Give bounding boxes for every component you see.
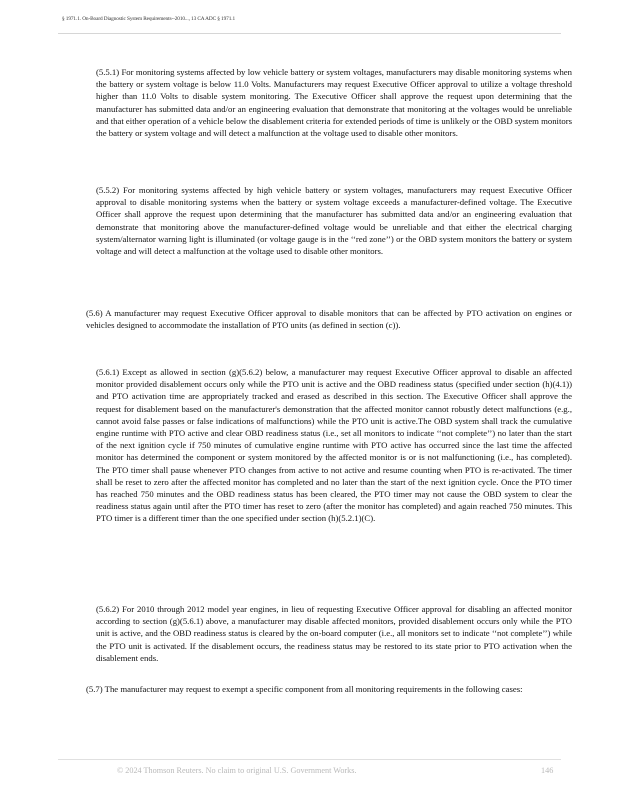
header-divider: [58, 33, 561, 34]
page-number: 146: [541, 766, 554, 775]
paragraph-5-5-2: (5.5.2) For monitoring systems affected by high vehicle battery or system voltages, manufacturers may request Executive Officer approval to disable monitoring systems when the battery or system voltage exceeds a manufacturer-defined voltage. The Executive Officer shall approve the request upon determining that the manufacturer has submitted data and/or an engineering evaluation that demonstrate that monitoring above the manufacturer-defined voltage would be unreliable and that either the electrical charging system/alternator warning light is illuminated (or voltage gauge is in the ‘‘red zone’’) or the OBD system monitors the battery or system voltage and will detect a malfunction at the voltage used to disable other monitors.: [96, 185, 572, 257]
footer-divider: [58, 759, 561, 760]
running-head: § 1971.1. On-Board Diagnostic System Requirements--2010..., 13 CA ADC § 1971.1: [62, 16, 236, 22]
paragraph-5-5-1: (5.5.1) For monitoring systems affected by low vehicle battery or system voltages, manufacturers may disable monitoring systems when the battery or system voltage is below 11.0 Volts. Manufacturers may request Executive Officer approval to utilize a voltage threshold higher than 11.0 Volts to disable system monitoring. The Executive Officer shall approve the request upon determining that the manufacturer has submitted data and/or an engineering evaluation that demonstrate that monitoring at the voltages would be unreliable and that either operation of a vehicle below the disablement criteria for extended periods of time is unlikely or the OBD system monitors the battery or system voltage and will detect a malfunction at the voltage used to disable other monitors.: [96, 67, 572, 139]
footer-copyright: © 2024 Thomson Reuters. No claim to original U.S. Government Works.: [117, 766, 357, 775]
paragraph-5-7: (5.7) The manufacturer may request to exempt a specific component from all monitoring requirements in the following cases:: [86, 684, 523, 694]
paragraph-5-6: (5.6) A manufacturer may request Executive Officer approval to disable monitors that can be affected by PTO activation on engines or vehicles designed to accommodate the installation of PTO units (as defined in section (c)).: [86, 308, 572, 331]
paragraph-5-6-2: (5.6.2) For 2010 through 2012 model year engines, in lieu of requesting Executive Officer approval for disabling an affected monitor according to section (g)(5.6.1) above, a manufacturer may disable affected monitors, provided disablement occurs only while the PTO unit is active, and the OBD readiness status is cleared by the on-board computer (i.e., all monitors set to indicate ‘‘not complete’’) while the PTO unit is activated. If the disablement occurs, the readiness status may be restored to its state prior to PTO activation when the disablement ends.: [96, 604, 572, 663]
paragraph-5-6-1: (5.6.1) Except as allowed in section (g)(5.6.2) below, a manufacturer may request Executive Officer approval to disable an affected monitor provided disablement occurs only while the PTO unit is active and the OBD readiness status (specified under section (h)(4.1)) and PTO activation time are appropriately tracked and erased as described in this section. The Executive Officer shall approve the request for disablement based on the manufacturer's demonstration that the affected monitor cannot robustly detect malfunctions (e.g., cannot avoid false passes or false indications of malfunctions) while the PTO unit is active.The OBD system shall track the cumulative engine runtime with PTO active and clear OBD readiness status (i.e., set all monitors to indicate ‘‘not complete’’) no later than the start of the next ignition cycle if 750 minutes of cumulative engine runtime with PTO active has occurred since the last time the affected monitor has determined the component or system monitored by the affected monitor is or is not malfunctioning (i.e., has completed). The PTO timer shall pause whenever PTO changes from active to not active and resume counting when PTO is re-activated. The timer shall be reset to zero after the affected monitor has completed and no later than the start of the next ignition cycle. Once the PTO timer has reached 750 minutes and the OBD readiness status has been cleared, the PTO timer may not cause the OBD system to clear the readiness status again until after the PTO timer has reset to zero (after the monitor has completed) and again reached 750 minutes. This PTO timer is a different timer than the one specified under section (h)(5.2.1)(C).: [96, 367, 572, 524]
